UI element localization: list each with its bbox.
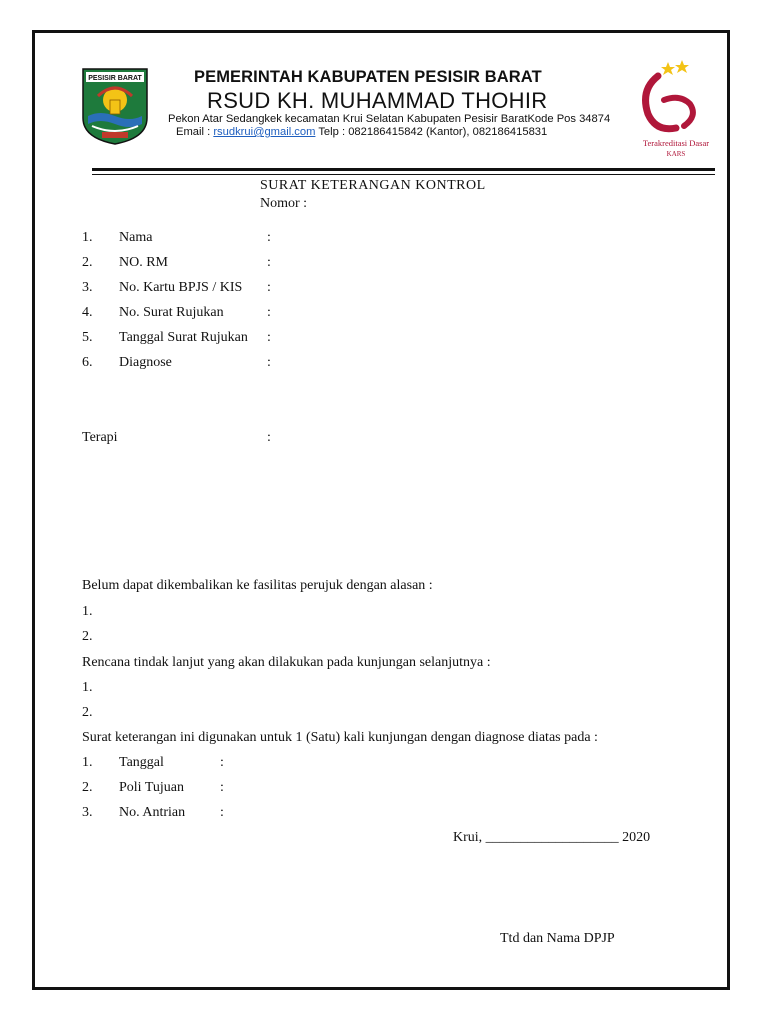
- field-colon: :: [267, 255, 271, 270]
- followup-item: 1.: [82, 680, 93, 695]
- usage-colon: :: [220, 755, 224, 770]
- phone-numbers: Telp : 082186415842 (Kantor), 082186415831: [315, 126, 548, 138]
- place-date: Krui, ___________________ 2020: [453, 830, 651, 845]
- right-logo-text-2: KARS: [666, 150, 686, 158]
- therapy-colon: :: [267, 430, 271, 445]
- field-label-no-rm: NO. RM: [119, 255, 169, 270]
- header-divider-thick: [92, 168, 715, 171]
- left-logo-text: PESISIR BARAT: [88, 75, 142, 82]
- field-number: 5.: [82, 330, 93, 345]
- field-colon: :: [267, 280, 271, 295]
- right-logo-text-1: Terakreditasi Dasar: [642, 138, 710, 148]
- usage-number: 3.: [82, 805, 93, 820]
- hospital-address: Pekon Atar Sedangkek kecamatan Krui Selatan Kabupaten Pesisir BaratKode Pos 34874: [168, 113, 611, 125]
- field-number: 6.: [82, 355, 93, 370]
- usage-label-queue: No. Antrian: [119, 805, 186, 820]
- field-number: 2.: [82, 255, 93, 270]
- field-label-referral-date: Tanggal Surat Rujukan: [119, 330, 248, 345]
- reason-item: 1.: [82, 604, 93, 619]
- field-label-bpjs: No. Kartu BPJS / KIS: [119, 280, 243, 295]
- header-divider-thin: [92, 174, 715, 175]
- usage-number: 1.: [82, 755, 93, 770]
- pesisir-barat-logo: [80, 66, 150, 146]
- signature-label: Ttd dan Nama DPJP: [500, 931, 615, 946]
- therapy-label: Terapi: [82, 430, 118, 445]
- field-label-diagnose: Diagnose: [119, 355, 172, 370]
- hospital-name: RSUD KH. MUHAMMAD THOHIR: [207, 88, 548, 113]
- usage-label-clinic: Poli Tujuan: [119, 780, 184, 795]
- document-number-label: Nomor :: [260, 196, 308, 211]
- usage-number: 2.: [82, 780, 93, 795]
- field-colon: :: [267, 355, 271, 370]
- kars-accreditation-logo: [618, 56, 730, 164]
- email-link[interactable]: rsudkrui@gmail.com: [213, 126, 316, 138]
- usage-colon: :: [220, 780, 224, 795]
- field-colon: :: [267, 330, 271, 345]
- document-title: SURAT KETERANGAN KONTROL: [260, 178, 486, 193]
- hospital-contact: [176, 126, 547, 138]
- email-prefix: Email :: [176, 126, 214, 138]
- followup-statement: Rencana tindak lanjut yang akan dilakukan pada kunjungan selanjutnya :: [82, 655, 491, 670]
- government-name: PEMERINTAH KABUPATEN PESISIR BARAT: [194, 68, 542, 86]
- field-colon: :: [267, 305, 271, 320]
- usage-statement: Surat keterangan ini digunakan untuk 1 (Satu) kali kunjungan dengan diagnose diatas pada :: [82, 730, 598, 745]
- field-number: 3.: [82, 280, 93, 295]
- field-number: 4.: [82, 305, 93, 320]
- reason-item: 2.: [82, 629, 93, 644]
- field-number: 1.: [82, 230, 93, 245]
- usage-colon: :: [220, 805, 224, 820]
- field-colon: :: [267, 230, 271, 245]
- followup-item: 2.: [82, 705, 93, 720]
- reason-statement: Belum dapat dikembalikan ke fasilitas perujuk dengan alasan :: [82, 578, 433, 593]
- field-label-referral-number: No. Surat Rujukan: [119, 305, 224, 320]
- usage-label-date: Tanggal: [119, 755, 164, 770]
- field-label-nama: Nama: [119, 230, 153, 245]
